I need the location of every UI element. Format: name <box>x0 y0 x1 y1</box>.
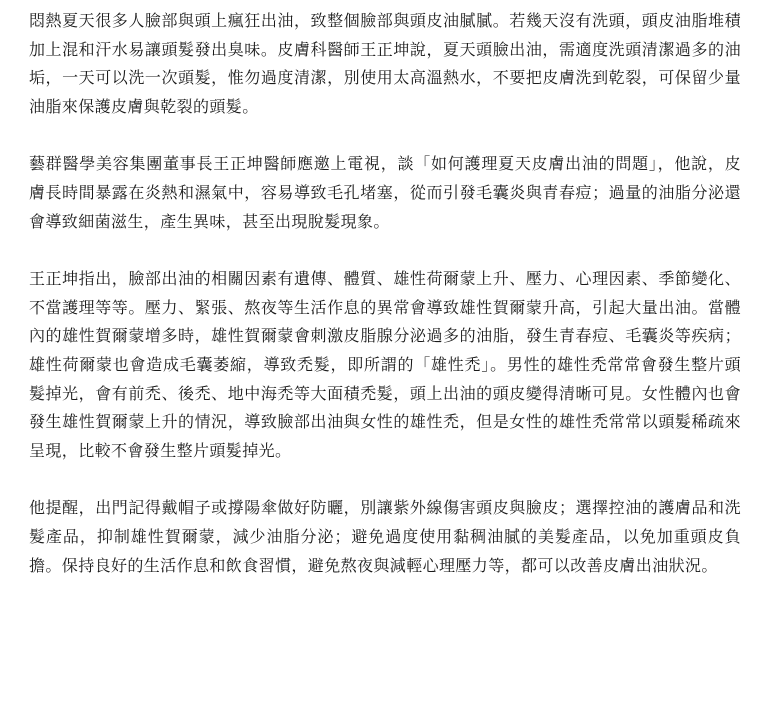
paragraph-2: 藝群醫學美容集團董事長王正坤醫師應邀上電視，談「如何護理夏天皮膚出油的問題」，他說，皮膚長時間暴露在炎熱和濕氣中，容易導致毛孔堵塞，從而引發毛囊炎與青春痘；過量的油脂分泌還會導致細菌滋生，產生異味，甚至出現脫髮現象。 <box>29 154 741 231</box>
paragraph-1: 悶熱夏天很多人臉部與頭上瘋狂出油，致整個臉部與頭皮油膩膩。若幾天沒有洗頭，頭皮油脂堆積加上混和汗水易讓頭髮發出臭味。皮膚科醫師王正坤說，夏天頭臉出油，需適度洗頭清潔過多的油垢，一天可以洗一次頭髮，惟勿過度清潔，別使用太高溫熱水，不要把皮膚洗到乾裂，可保留少量油脂來保護皮膚與乾裂的頭髮。 <box>29 11 741 116</box>
article-body <box>29 7 741 609</box>
paragraph-3: 王正坤指出，臉部出油的相關因素有遺傳、體質、雄性荷爾蒙上升、壓力、心理因素、季節變化、不當護理等等。壓力、緊張、熬夜等生活作息的異常會導致雄性賀爾蒙升高，引起大量出油。當體內的雄性賀爾蒙增多時，雄性賀爾蒙會刺激皮脂腺分泌過多的油脂，發生青春痘、毛囊炎等疾病；雄性荷爾蒙也會造成毛囊萎縮，導致禿髮，即所謂的「雄性禿」。男性的雄性禿常常會發生整片頭髮掉光，會有前禿、後禿、地中海禿等大面積禿髮，頭上出油的頭皮變得清晰可見。女性體內也會發生雄性賀爾蒙上升的情況，導致臉部出油與女性的雄性禿，但是女性的雄性禿常常以頭髮稀疏來呈現，比較不會發生整片頭髮掉光。 <box>29 269 741 460</box>
paragraph-4: 他提醒，出門記得戴帽子或撐陽傘做好防曬，別讓紫外線傷害頭皮與臉皮；選擇控油的護膚品和洗髮產品，抑制雄性賀爾蒙，減少油脂分泌；避免過度使用黏稠油膩的美髮產品，以免加重頭皮負擔。保持良好的生活作息和飲食習慣，避免熬夜與減輕心理壓力等，都可以改善皮膚出油狀況。 <box>29 498 741 575</box>
